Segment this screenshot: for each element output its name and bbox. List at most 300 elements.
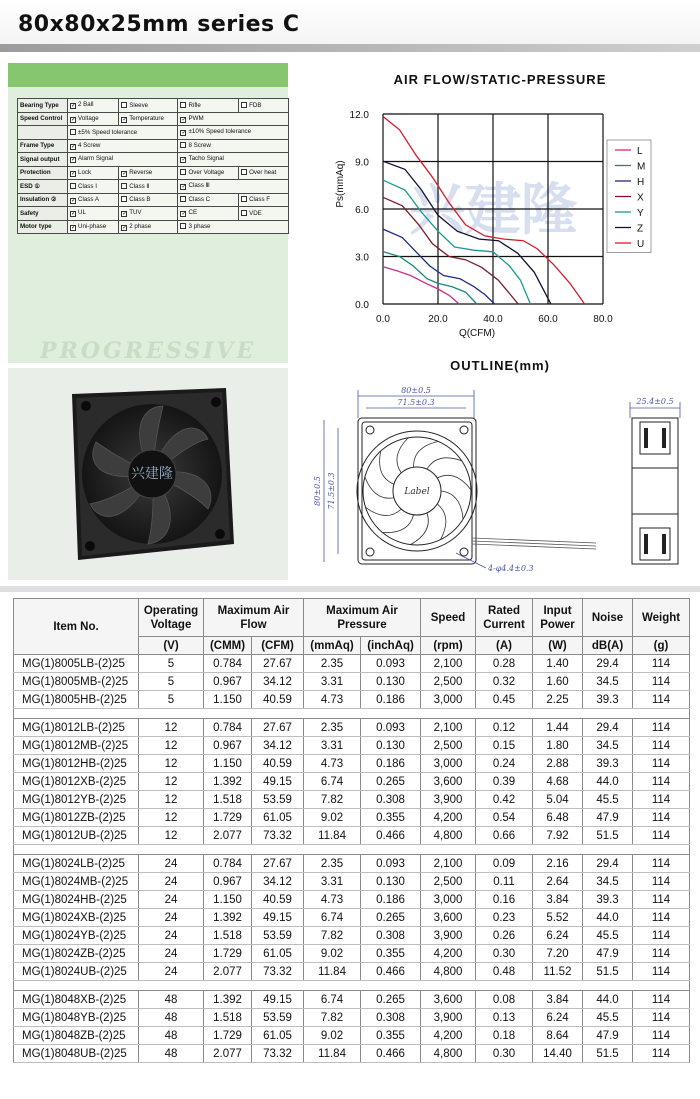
spec-option xyxy=(239,166,289,180)
fan-blade xyxy=(380,451,394,484)
checkbox-empty-icon xyxy=(121,102,127,108)
table-cell: 0.967 xyxy=(204,673,252,691)
table-cell: 6.74 xyxy=(304,991,361,1009)
spec-option xyxy=(178,207,239,221)
spec-option-label: Over heat xyxy=(249,169,277,177)
table-cell: 1.518 xyxy=(204,791,252,809)
spec-option xyxy=(119,207,178,221)
table-cell: 2.077 xyxy=(204,1045,252,1063)
table-cell: 51.5 xyxy=(583,1045,633,1063)
table-cell: 0.30 xyxy=(476,945,533,963)
fan-blade xyxy=(441,491,463,519)
table-cell: 0.09 xyxy=(476,855,533,873)
spec-option xyxy=(239,193,289,207)
table-row xyxy=(14,809,690,827)
spec-option xyxy=(178,153,289,167)
page-header xyxy=(0,0,700,52)
model-number-cell: MG(1)8024HB-(2)25 xyxy=(14,891,139,909)
table-cell: 5 xyxy=(139,655,204,673)
table-cell: 2,500 xyxy=(421,737,476,755)
y-tick-label: 6.0 xyxy=(355,205,369,216)
spec-option xyxy=(68,126,178,140)
table-cell: 1.150 xyxy=(204,891,252,909)
spec-option-label: Class Ⅲ xyxy=(188,182,210,190)
spec-row-label: ESD ① xyxy=(18,180,68,194)
table-cell: 3.31 xyxy=(304,737,361,755)
group-spacer xyxy=(14,845,690,855)
table-cell: 49.15 xyxy=(252,991,304,1009)
table-cell: 2.35 xyxy=(304,655,361,673)
table-row xyxy=(14,719,690,737)
table-cell: 7.82 xyxy=(304,791,361,809)
spec-option-label: Sleeve xyxy=(129,101,149,109)
table-cell: 14.40 xyxy=(533,1045,583,1063)
unit-gram: (g) xyxy=(633,637,690,655)
table-cell: 2.16 xyxy=(533,855,583,873)
unit-cfm: (CFM) xyxy=(252,637,304,655)
table-cell: 1.40 xyxy=(533,655,583,673)
table-cell: 114 xyxy=(633,655,690,673)
table-cell: 24 xyxy=(139,945,204,963)
table-cell: 3,900 xyxy=(421,1009,476,1027)
table-cell: 0.186 xyxy=(361,891,421,909)
table-cell: 6.74 xyxy=(304,773,361,791)
model-number-cell: MG(1)8024YB-(2)25 xyxy=(14,927,139,945)
table-cell: 4.73 xyxy=(304,755,361,773)
legend-label-Y: Y xyxy=(637,208,644,219)
table-cell: 61.05 xyxy=(252,945,304,963)
table-cell: 2,100 xyxy=(421,855,476,873)
table-cell: 3.84 xyxy=(533,891,583,909)
x-tick-label: 80.0 xyxy=(593,314,613,325)
model-number-cell: MG(1)8048XB-(2)25 xyxy=(14,991,139,1009)
table-cell: 45.5 xyxy=(583,927,633,945)
table-cell: 114 xyxy=(633,673,690,691)
table-cell: 24 xyxy=(139,963,204,981)
model-number-cell: MG(1)8012MB-(2)25 xyxy=(14,737,139,755)
table-row xyxy=(14,755,690,773)
spec-panel-strip xyxy=(8,63,288,87)
y-axis-label: Ps(mmAq) xyxy=(335,160,346,208)
table-cell: 73.32 xyxy=(252,963,304,981)
table-cell: 47.9 xyxy=(583,809,633,827)
spec-option xyxy=(68,207,119,221)
table-cell: 45.5 xyxy=(583,1009,633,1027)
table-cell: 0.466 xyxy=(361,827,421,845)
table-row xyxy=(14,673,690,691)
table-cell: 4,800 xyxy=(421,827,476,845)
group-spacer xyxy=(14,709,690,719)
spec-option-label: Class A xyxy=(78,195,99,203)
checkbox-checked-icon: ✓ xyxy=(181,157,187,164)
checkbox-checked-icon: ✓ xyxy=(71,170,77,177)
spec-option xyxy=(178,180,289,194)
table-row xyxy=(14,791,690,809)
checkbox-checked-icon: ✓ xyxy=(71,197,77,204)
spec-option-label: VDE xyxy=(249,209,262,217)
table-row xyxy=(14,691,690,709)
spec-option xyxy=(68,193,119,207)
spec-row-label: Insulation ② xyxy=(18,193,68,207)
model-number-cell: MG(1)8024UB-(2)25 xyxy=(14,963,139,981)
table-cell: 3,600 xyxy=(421,991,476,1009)
table-row xyxy=(14,737,690,755)
checkbox-checked-icon: ✓ xyxy=(122,170,128,177)
checkbox-checked-icon: ✓ xyxy=(181,116,187,123)
table-cell: 0.186 xyxy=(361,755,421,773)
table-cell: 27.67 xyxy=(252,719,304,737)
table-cell: 24 xyxy=(139,891,204,909)
spec-option-label: Temperature xyxy=(129,114,164,122)
chart-watermark: 兴建隆 xyxy=(409,178,577,243)
checkbox-checked-icon: ✓ xyxy=(71,224,77,231)
table-cell: 0.16 xyxy=(476,891,533,909)
fan-blade xyxy=(410,513,428,545)
table-cell: 2.35 xyxy=(304,719,361,737)
table-cell: 0.967 xyxy=(204,873,252,891)
spec-option-label: Lock xyxy=(78,168,92,176)
spec-option-label: Uni-phase xyxy=(78,222,107,230)
spec-option-label: PWM xyxy=(188,114,204,122)
checkbox-checked-icon: ✓ xyxy=(181,130,187,137)
table-cell: 4,200 xyxy=(421,809,476,827)
legend-label-M: M xyxy=(637,161,646,173)
spec-option xyxy=(68,166,119,180)
table-cell: 3.31 xyxy=(304,873,361,891)
table-cell: 5 xyxy=(139,673,204,691)
checkbox-empty-icon xyxy=(241,102,247,108)
table-cell: 0.355 xyxy=(361,1027,421,1045)
table-cell: 114 xyxy=(633,909,690,927)
table-cell: 7.82 xyxy=(304,1009,361,1027)
fan-image xyxy=(58,384,238,564)
header-bar xyxy=(0,44,700,52)
dim-width-inner: 71.5±0.3 xyxy=(397,398,435,407)
table-cell: 114 xyxy=(633,827,690,845)
table-cell: 4.68 xyxy=(533,773,583,791)
unit-rpm: (rpm) xyxy=(421,637,476,655)
model-number-cell: MG(1)8024LB-(2)25 xyxy=(14,855,139,873)
table-cell: 27.67 xyxy=(252,855,304,873)
y-tick-label: 3.0 xyxy=(355,252,369,264)
table-cell: 12 xyxy=(139,791,204,809)
table-cell: 40.59 xyxy=(252,755,304,773)
table-cell: 48 xyxy=(139,991,204,1009)
spec-row xyxy=(18,180,289,194)
table-row xyxy=(14,991,690,1009)
table-cell: 6.24 xyxy=(533,1009,583,1027)
table-cell: 48 xyxy=(139,1009,204,1027)
unit-watt: (W) xyxy=(533,637,583,655)
table-cell: 1.729 xyxy=(204,1027,252,1045)
col-weight: Weight xyxy=(633,599,690,637)
table-cell: 0.265 xyxy=(361,909,421,927)
table-cell: 0.45 xyxy=(476,691,533,709)
spec-option xyxy=(119,166,178,180)
table-cell: 44.0 xyxy=(583,909,633,927)
table-cell: 24 xyxy=(139,873,204,891)
table-cell: 53.59 xyxy=(252,791,304,809)
table-cell: 9.02 xyxy=(304,945,361,963)
table-cell: 12 xyxy=(139,773,204,791)
dim-width-outer: 80±0.5 xyxy=(401,386,431,395)
table-cell: 0.11 xyxy=(476,873,533,891)
table-cell: 114 xyxy=(633,927,690,945)
spec-row xyxy=(18,193,289,207)
fan-blade xyxy=(383,515,414,533)
model-number-cell: MG(1)8012HB-(2)25 xyxy=(14,755,139,773)
table-cell: 34.5 xyxy=(583,673,633,691)
x-tick-label: 40.0 xyxy=(483,314,503,325)
checkbox-empty-icon xyxy=(70,183,76,189)
col-item-no: Item No. xyxy=(14,599,139,655)
table-cell: 114 xyxy=(633,773,690,791)
table-cell: 11.84 xyxy=(304,1045,361,1063)
table-cell: 3,600 xyxy=(421,909,476,927)
dim-holes: 4-φ4.4±0.3 xyxy=(488,564,534,573)
spec-row xyxy=(18,153,289,167)
y-tick-label: 9.0 xyxy=(355,157,369,169)
table-cell: 0.784 xyxy=(204,655,252,673)
table-cell: 6.74 xyxy=(304,909,361,927)
spec-option xyxy=(119,180,178,194)
spec-option xyxy=(68,139,178,153)
table-cell: 0.30 xyxy=(476,1045,533,1063)
spec-option-label: Over Voltage xyxy=(188,169,225,177)
table-cell: 0.466 xyxy=(361,1045,421,1063)
spec-row-label xyxy=(18,126,68,140)
table-cell: 0.26 xyxy=(476,927,533,945)
spec-option-label: Class Ⅱ xyxy=(129,182,150,190)
table-cell: 0.12 xyxy=(476,719,533,737)
table-cell: 12 xyxy=(139,719,204,737)
table-cell: 0.18 xyxy=(476,1027,533,1045)
spec-row xyxy=(18,207,289,221)
table-cell: 44.0 xyxy=(583,773,633,791)
spec-option xyxy=(68,180,119,194)
spec-row-label: Frame Type xyxy=(18,139,68,153)
table-cell: 6.24 xyxy=(533,927,583,945)
table-cell: 114 xyxy=(633,755,690,773)
table-cell: 0.24 xyxy=(476,755,533,773)
checkbox-empty-icon xyxy=(180,196,186,202)
table-cell: 48 xyxy=(139,1045,204,1063)
checkbox-checked-icon: ✓ xyxy=(181,211,187,218)
table-cell: 114 xyxy=(633,991,690,1009)
table-cell: 6.48 xyxy=(533,809,583,827)
checkbox-checked-icon: ✓ xyxy=(122,211,128,218)
x-tick-label: 60.0 xyxy=(538,314,558,325)
table-cell: 0.130 xyxy=(361,673,421,691)
table-cell: 34.12 xyxy=(252,737,304,755)
table-cell: 11.84 xyxy=(304,963,361,981)
table-cell: 1.80 xyxy=(533,737,583,755)
table-cell: 0.66 xyxy=(476,827,533,845)
table-cell: 49.15 xyxy=(252,773,304,791)
table-cell: 3.84 xyxy=(533,991,583,1009)
table-cell: 24 xyxy=(139,927,204,945)
spec-row-label: Bearing Type xyxy=(18,99,68,113)
checkbox-empty-icon xyxy=(121,183,127,189)
table-cell: 53.59 xyxy=(252,927,304,945)
table-cell: 2,100 xyxy=(421,719,476,737)
spec-data-table-wrap xyxy=(13,598,689,1063)
col-speed: Speed xyxy=(421,599,476,637)
model-number-cell: MG(1)8005LB-(2)25 xyxy=(14,655,139,673)
fan-blade xyxy=(427,458,462,469)
table-cell: 47.9 xyxy=(583,1027,633,1045)
spec-table xyxy=(17,98,289,234)
table-cell: 3,600 xyxy=(421,773,476,791)
spec-option xyxy=(178,99,239,113)
checkbox-empty-icon xyxy=(180,223,186,229)
table-cell: 0.23 xyxy=(476,909,533,927)
table-cell: 49.15 xyxy=(252,909,304,927)
table-cell: 9.02 xyxy=(304,1027,361,1045)
spec-option-label: UL xyxy=(78,209,86,217)
legend-label-L: L xyxy=(637,146,643,157)
table-cell: 39.3 xyxy=(583,891,633,909)
group-spacer xyxy=(14,981,690,991)
section-divider xyxy=(0,586,700,592)
spec-row xyxy=(18,139,289,153)
table-cell: 1.518 xyxy=(204,927,252,945)
checkbox-checked-icon: ✓ xyxy=(71,211,77,218)
col-current: Rated Current xyxy=(476,599,533,637)
table-cell: 114 xyxy=(633,1009,690,1027)
model-number-cell: MG(1)8012XB-(2)25 xyxy=(14,773,139,791)
model-number-cell: MG(1)8048ZB-(2)25 xyxy=(14,1027,139,1045)
spec-option-label: FDB xyxy=(249,101,262,109)
table-cell: 44.0 xyxy=(583,991,633,1009)
table-cell: 1.729 xyxy=(204,809,252,827)
table-cell: 0.130 xyxy=(361,873,421,891)
table-cell: 0.466 xyxy=(361,963,421,981)
table-cell: 34.5 xyxy=(583,737,633,755)
spec-option xyxy=(178,112,289,126)
hub-label: Label xyxy=(404,487,430,497)
spec-option xyxy=(178,139,289,153)
table-cell: 34.12 xyxy=(252,673,304,691)
fan-photo xyxy=(8,368,288,580)
table-cell: 29.4 xyxy=(583,655,633,673)
table-cell: 3,900 xyxy=(421,927,476,945)
table-cell: 0.784 xyxy=(204,855,252,873)
table-cell: 9.02 xyxy=(304,809,361,827)
fan-blade xyxy=(414,441,439,467)
fan-blade xyxy=(366,507,402,515)
table-cell: 1.44 xyxy=(533,719,583,737)
table-cell: 0.42 xyxy=(476,791,533,809)
table-cell: 0.308 xyxy=(361,927,421,945)
table-cell: 114 xyxy=(633,809,690,827)
table-cell: 34.5 xyxy=(583,873,633,891)
y-tick-label: 12.0 xyxy=(349,110,369,121)
table-cell: 114 xyxy=(633,891,690,909)
table-cell: 5.04 xyxy=(533,791,583,809)
table-cell: 2,500 xyxy=(421,673,476,691)
table-cell: 3,000 xyxy=(421,755,476,773)
model-number-cell: MG(1)8048UB-(2)25 xyxy=(14,1045,139,1063)
table-cell: 12 xyxy=(139,809,204,827)
table-cell: 0.265 xyxy=(361,773,421,791)
table-cell: 0.784 xyxy=(204,719,252,737)
x-tick-label: 0.0 xyxy=(376,314,390,325)
x-tick-label: 20.0 xyxy=(428,314,448,325)
spec-option-label: Class B xyxy=(129,196,151,204)
spec-option-label: CE xyxy=(188,209,198,217)
table-row xyxy=(14,1045,690,1063)
table-cell: 114 xyxy=(633,873,690,891)
spec-option xyxy=(239,99,289,113)
table-cell: 24 xyxy=(139,909,204,927)
spec-option-label: 2 phase xyxy=(129,222,152,230)
table-cell: 3,900 xyxy=(421,791,476,809)
table-cell: 0.093 xyxy=(361,855,421,873)
col-voltage: Operating Voltage xyxy=(139,599,204,637)
unit-mmaq: (mmAq) xyxy=(304,637,361,655)
table-row xyxy=(14,827,690,845)
spec-data-table xyxy=(13,598,690,1063)
table-cell: 34.12 xyxy=(252,873,304,891)
spec-option xyxy=(68,112,119,126)
table-cell: 1.60 xyxy=(533,673,583,691)
table-cell: 3,000 xyxy=(421,691,476,709)
table-cell: 40.59 xyxy=(252,691,304,709)
table-row xyxy=(14,927,690,945)
spec-panel xyxy=(8,63,288,363)
checkbox-checked-icon: ✓ xyxy=(71,116,77,123)
spec-option-label: Tacho Signal xyxy=(188,155,224,163)
table-cell: 0.308 xyxy=(361,791,421,809)
table-cell: 27.67 xyxy=(252,655,304,673)
col-power: Input Power xyxy=(533,599,583,637)
model-number-cell: MG(1)8012YB-(2)25 xyxy=(14,791,139,809)
spec-option xyxy=(119,193,178,207)
table-cell: 114 xyxy=(633,945,690,963)
checkbox-empty-icon xyxy=(180,102,186,108)
legend-label-U: U xyxy=(637,239,645,250)
table-cell: 12 xyxy=(139,755,204,773)
dim-height-inner: 71.5±0.3 xyxy=(327,472,336,510)
table-row xyxy=(14,1027,690,1045)
table-cell: 114 xyxy=(633,691,690,709)
dim-height-outer: 80±0.5 xyxy=(313,476,322,506)
table-cell: 114 xyxy=(633,791,690,809)
spec-option xyxy=(178,193,239,207)
table-cell: 2.25 xyxy=(533,691,583,709)
table-row xyxy=(14,855,690,873)
unit-inchaq: (inchAq) xyxy=(361,637,421,655)
spec-option-label: 3 phase xyxy=(188,223,211,231)
checkbox-checked-icon: ✓ xyxy=(122,224,128,231)
table-cell: 3.31 xyxy=(304,673,361,691)
table-cell: 39.3 xyxy=(583,691,633,709)
table-cell: 7.92 xyxy=(533,827,583,845)
table-cell: 61.05 xyxy=(252,809,304,827)
checkbox-empty-icon xyxy=(70,129,76,135)
table-cell: 114 xyxy=(633,719,690,737)
table-cell: 0.093 xyxy=(361,719,421,737)
table-cell: 5 xyxy=(139,691,204,709)
photo-watermark: 兴建隆 xyxy=(131,466,173,482)
table-cell: 0.967 xyxy=(204,737,252,755)
table-cell: 2,100 xyxy=(421,655,476,673)
spec-row-label: Motor type xyxy=(18,220,68,234)
spec-row xyxy=(18,220,289,234)
table-cell: 39.3 xyxy=(583,755,633,773)
spec-option xyxy=(68,220,119,234)
